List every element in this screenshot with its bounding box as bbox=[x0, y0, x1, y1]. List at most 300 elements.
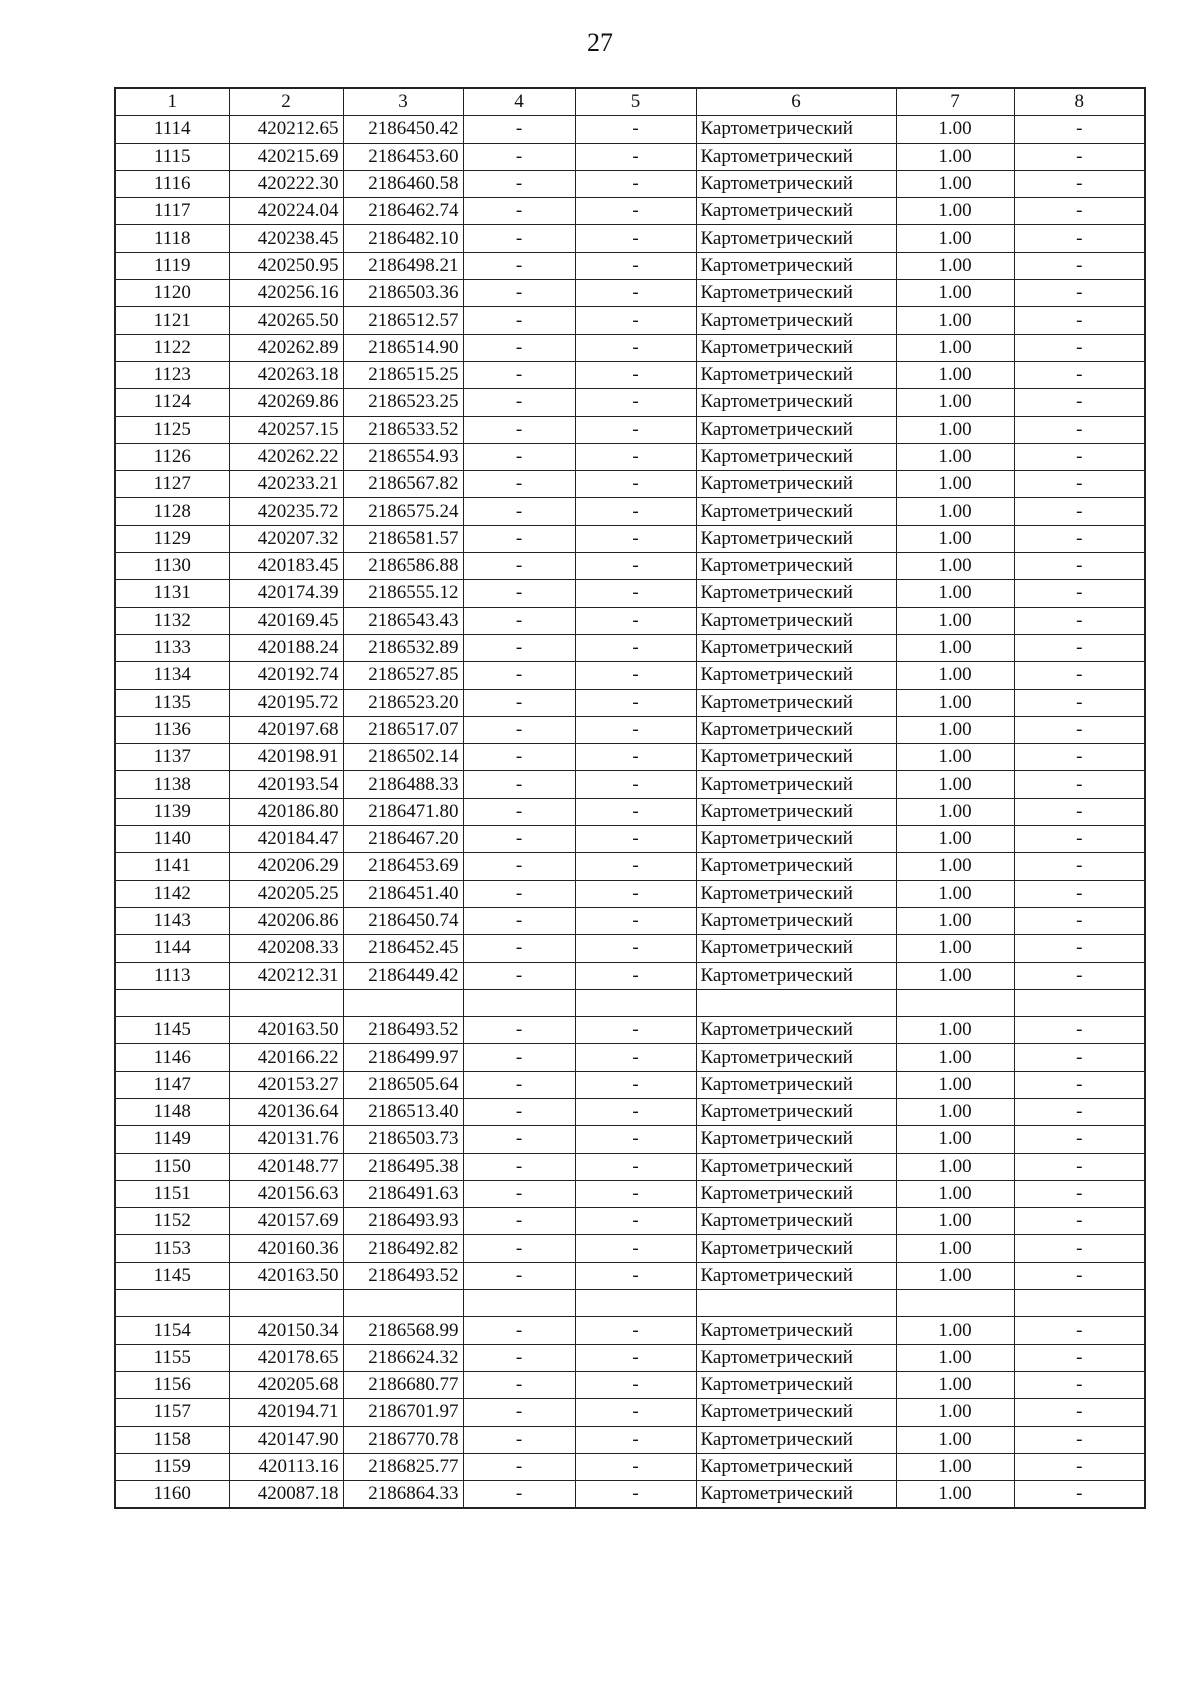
col5-cell: - bbox=[575, 1453, 696, 1480]
column-header: 1 bbox=[115, 88, 229, 116]
col4-cell: - bbox=[463, 1371, 575, 1398]
col8-cell: - bbox=[1014, 1371, 1145, 1398]
x-coordinate-cell: 420265.50 bbox=[229, 307, 343, 334]
table-row bbox=[115, 1180, 1145, 1207]
accuracy-cell: 1.00 bbox=[896, 143, 1014, 170]
point-number-cell: 1129 bbox=[115, 525, 229, 552]
point-number-cell: 1118 bbox=[115, 225, 229, 252]
col4-cell: - bbox=[463, 471, 575, 498]
col5-cell: - bbox=[575, 853, 696, 880]
table-row bbox=[115, 580, 1145, 607]
col5-cell: - bbox=[575, 389, 696, 416]
x-coordinate-cell: 420194.71 bbox=[229, 1399, 343, 1426]
accuracy-cell: 1.00 bbox=[896, 334, 1014, 361]
accuracy-cell: 1.00 bbox=[896, 662, 1014, 689]
point-number-cell bbox=[115, 989, 229, 1016]
col8-cell: - bbox=[1014, 907, 1145, 934]
col4-cell: - bbox=[463, 607, 575, 634]
table-row bbox=[115, 1044, 1145, 1071]
col8-cell: - bbox=[1014, 416, 1145, 443]
table-row bbox=[115, 1344, 1145, 1371]
table-row bbox=[115, 716, 1145, 743]
x-coordinate-cell: 420195.72 bbox=[229, 689, 343, 716]
method-cell: Картометрический bbox=[696, 1044, 896, 1071]
y-coordinate-cell: 2186680.77 bbox=[343, 1371, 463, 1398]
x-coordinate-cell: 420150.34 bbox=[229, 1317, 343, 1344]
point-number-cell: 1146 bbox=[115, 1044, 229, 1071]
accuracy-cell: 1.00 bbox=[896, 1481, 1014, 1509]
table-row bbox=[115, 389, 1145, 416]
point-number-cell: 1124 bbox=[115, 389, 229, 416]
method-cell: Картометрический bbox=[696, 1344, 896, 1371]
accuracy-cell: 1.00 bbox=[896, 1180, 1014, 1207]
x-coordinate-cell: 420163.50 bbox=[229, 1262, 343, 1289]
table-row bbox=[115, 907, 1145, 934]
point-number-cell: 1143 bbox=[115, 907, 229, 934]
col8-cell: - bbox=[1014, 1317, 1145, 1344]
col5-cell: - bbox=[575, 634, 696, 661]
col4-cell: - bbox=[463, 443, 575, 470]
col4-cell: - bbox=[463, 634, 575, 661]
method-cell: Картометрический bbox=[696, 907, 896, 934]
y-coordinate-cell: 2186451.40 bbox=[343, 880, 463, 907]
col5-cell bbox=[575, 989, 696, 1016]
point-number-cell: 1151 bbox=[115, 1180, 229, 1207]
col8-cell: - bbox=[1014, 1044, 1145, 1071]
col8-cell: - bbox=[1014, 553, 1145, 580]
method-cell: Картометрический bbox=[696, 416, 896, 443]
accuracy-cell: 1.00 bbox=[896, 689, 1014, 716]
col5-cell: - bbox=[575, 252, 696, 279]
col5-cell: - bbox=[575, 170, 696, 197]
col5-cell: - bbox=[575, 143, 696, 170]
col4-cell: - bbox=[463, 716, 575, 743]
table-row bbox=[115, 744, 1145, 771]
table-row bbox=[115, 116, 1145, 143]
col8-cell: - bbox=[1014, 307, 1145, 334]
method-cell: Картометрический bbox=[696, 525, 896, 552]
point-number-cell: 1136 bbox=[115, 716, 229, 743]
col4-cell: - bbox=[463, 1453, 575, 1480]
col5-cell: - bbox=[575, 962, 696, 989]
col8-cell bbox=[1014, 989, 1145, 1016]
y-coordinate-cell: 2186460.58 bbox=[343, 170, 463, 197]
y-coordinate-cell: 2186586.88 bbox=[343, 553, 463, 580]
accuracy-cell: 1.00 bbox=[896, 525, 1014, 552]
y-coordinate-cell: 2186517.07 bbox=[343, 716, 463, 743]
accuracy-cell: 1.00 bbox=[896, 280, 1014, 307]
col8-cell: - bbox=[1014, 143, 1145, 170]
col8-cell: - bbox=[1014, 1098, 1145, 1125]
page-number: 27 bbox=[587, 28, 613, 57]
accuracy-cell: 1.00 bbox=[896, 798, 1014, 825]
col4-cell: - bbox=[463, 1180, 575, 1207]
col5-cell: - bbox=[575, 443, 696, 470]
col4-cell: - bbox=[463, 907, 575, 934]
method-cell: Картометрический bbox=[696, 634, 896, 661]
col4-cell: - bbox=[463, 252, 575, 279]
method-cell: Картометрический bbox=[696, 580, 896, 607]
table-row bbox=[115, 1017, 1145, 1044]
y-coordinate-cell: 2186864.33 bbox=[343, 1481, 463, 1509]
accuracy-cell: 1.00 bbox=[896, 826, 1014, 853]
col4-cell: - bbox=[463, 416, 575, 443]
col4-cell: - bbox=[463, 198, 575, 225]
x-coordinate-cell: 420188.24 bbox=[229, 634, 343, 661]
accuracy-cell: 1.00 bbox=[896, 307, 1014, 334]
col8-cell: - bbox=[1014, 1017, 1145, 1044]
accuracy-cell: 1.00 bbox=[896, 880, 1014, 907]
method-cell: Картометрический bbox=[696, 443, 896, 470]
table-row bbox=[115, 416, 1145, 443]
x-coordinate-cell: 420263.18 bbox=[229, 361, 343, 388]
col4-cell: - bbox=[463, 771, 575, 798]
column-header: 6 bbox=[696, 88, 896, 116]
x-coordinate-cell: 420224.04 bbox=[229, 198, 343, 225]
y-coordinate-cell bbox=[343, 1290, 463, 1317]
table-row bbox=[115, 826, 1145, 853]
x-coordinate-cell: 420212.31 bbox=[229, 962, 343, 989]
col4-cell: - bbox=[463, 525, 575, 552]
col5-cell bbox=[575, 1290, 696, 1317]
col5-cell: - bbox=[575, 553, 696, 580]
y-coordinate-cell: 2186482.10 bbox=[343, 225, 463, 252]
col8-cell: - bbox=[1014, 1235, 1145, 1262]
accuracy-cell: 1.00 bbox=[896, 634, 1014, 661]
x-coordinate-cell: 420269.86 bbox=[229, 389, 343, 416]
col8-cell: - bbox=[1014, 716, 1145, 743]
col5-cell: - bbox=[575, 1071, 696, 1098]
x-coordinate-cell: 420186.80 bbox=[229, 798, 343, 825]
y-coordinate-cell: 2186567.82 bbox=[343, 471, 463, 498]
col8-cell: - bbox=[1014, 771, 1145, 798]
col4-cell: - bbox=[463, 1235, 575, 1262]
col5-cell: - bbox=[575, 1017, 696, 1044]
table-row bbox=[115, 334, 1145, 361]
table-row bbox=[115, 361, 1145, 388]
y-coordinate-cell: 2186462.74 bbox=[343, 198, 463, 225]
y-coordinate-cell: 2186491.63 bbox=[343, 1180, 463, 1207]
x-coordinate-cell: 420262.89 bbox=[229, 334, 343, 361]
point-number-cell: 1139 bbox=[115, 798, 229, 825]
y-coordinate-cell: 2186449.42 bbox=[343, 962, 463, 989]
x-coordinate-cell: 420238.45 bbox=[229, 225, 343, 252]
col4-cell: - bbox=[463, 1208, 575, 1235]
x-coordinate-cell: 420169.45 bbox=[229, 607, 343, 634]
col8-cell: - bbox=[1014, 498, 1145, 525]
column-header: 7 bbox=[896, 88, 1014, 116]
accuracy-cell: 1.00 bbox=[896, 443, 1014, 470]
x-coordinate-cell: 420131.76 bbox=[229, 1126, 343, 1153]
col8-cell: - bbox=[1014, 662, 1145, 689]
point-number-cell: 1148 bbox=[115, 1098, 229, 1125]
method-cell: Картометрический bbox=[696, 553, 896, 580]
x-coordinate-cell: 420184.47 bbox=[229, 826, 343, 853]
col8-cell: - bbox=[1014, 1071, 1145, 1098]
accuracy-cell: 1.00 bbox=[896, 1344, 1014, 1371]
col4-cell: - bbox=[463, 1098, 575, 1125]
accuracy-cell: 1.00 bbox=[896, 1071, 1014, 1098]
col5-cell: - bbox=[575, 1481, 696, 1509]
y-coordinate-cell: 2186499.97 bbox=[343, 1044, 463, 1071]
table-row bbox=[115, 1098, 1145, 1125]
col5-cell: - bbox=[575, 1317, 696, 1344]
col4-cell bbox=[463, 989, 575, 1016]
y-coordinate-cell: 2186505.64 bbox=[343, 1071, 463, 1098]
y-coordinate-cell: 2186527.85 bbox=[343, 662, 463, 689]
method-cell: Картометрический bbox=[696, 935, 896, 962]
y-coordinate-cell: 2186493.93 bbox=[343, 1208, 463, 1235]
table-row bbox=[115, 962, 1145, 989]
point-number-cell: 1125 bbox=[115, 416, 229, 443]
accuracy-cell: 1.00 bbox=[896, 1262, 1014, 1289]
point-number-cell: 1156 bbox=[115, 1371, 229, 1398]
x-coordinate-cell: 420233.21 bbox=[229, 471, 343, 498]
y-coordinate-cell: 2186770.78 bbox=[343, 1426, 463, 1453]
point-number-cell: 1145 bbox=[115, 1262, 229, 1289]
col5-cell: - bbox=[575, 1344, 696, 1371]
method-cell: Картометрический bbox=[696, 498, 896, 525]
y-coordinate-cell: 2186452.45 bbox=[343, 935, 463, 962]
col4-cell: - bbox=[463, 826, 575, 853]
x-coordinate-cell: 420205.68 bbox=[229, 1371, 343, 1398]
column-header: 5 bbox=[575, 88, 696, 116]
accuracy-cell: 1.00 bbox=[896, 1017, 1014, 1044]
y-coordinate-cell: 2186450.42 bbox=[343, 116, 463, 143]
table-row bbox=[115, 1071, 1145, 1098]
col8-cell: - bbox=[1014, 1180, 1145, 1207]
accuracy-cell: 1.00 bbox=[896, 580, 1014, 607]
x-coordinate-cell: 420160.36 bbox=[229, 1235, 343, 1262]
accuracy-cell: 1.00 bbox=[896, 935, 1014, 962]
col8-cell: - bbox=[1014, 1153, 1145, 1180]
method-cell: Картометрический bbox=[696, 361, 896, 388]
col5-cell: - bbox=[575, 689, 696, 716]
table-row bbox=[115, 1481, 1145, 1509]
table-row bbox=[115, 307, 1145, 334]
table-row bbox=[115, 771, 1145, 798]
col4-cell: - bbox=[463, 116, 575, 143]
y-coordinate-cell: 2186492.82 bbox=[343, 1235, 463, 1262]
table-row bbox=[115, 1262, 1145, 1289]
x-coordinate-cell: 420174.39 bbox=[229, 580, 343, 607]
col4-cell: - bbox=[463, 361, 575, 388]
accuracy-cell: 1.00 bbox=[896, 771, 1014, 798]
method-cell: Картометрический bbox=[696, 334, 896, 361]
col4-cell: - bbox=[463, 1426, 575, 1453]
y-coordinate-cell: 2186515.25 bbox=[343, 361, 463, 388]
accuracy-cell: 1.00 bbox=[896, 1371, 1014, 1398]
method-cell: Картометрический bbox=[696, 880, 896, 907]
method-cell: Картометрический bbox=[696, 307, 896, 334]
method-cell: Картометрический bbox=[696, 1071, 896, 1098]
y-coordinate-cell: 2186523.20 bbox=[343, 689, 463, 716]
col4-cell: - bbox=[463, 225, 575, 252]
col8-cell: - bbox=[1014, 1399, 1145, 1426]
method-cell: Картометрический bbox=[696, 962, 896, 989]
table-row bbox=[115, 225, 1145, 252]
x-coordinate-cell: 420178.65 bbox=[229, 1344, 343, 1371]
col4-cell: - bbox=[463, 1481, 575, 1509]
method-cell: Картометрический bbox=[696, 1126, 896, 1153]
accuracy-cell bbox=[896, 989, 1014, 1016]
col4-cell: - bbox=[463, 1344, 575, 1371]
y-coordinate-cell: 2186512.57 bbox=[343, 307, 463, 334]
accuracy-cell: 1.00 bbox=[896, 1426, 1014, 1453]
col8-cell: - bbox=[1014, 935, 1145, 962]
column-header: 2 bbox=[229, 88, 343, 116]
table-row bbox=[115, 880, 1145, 907]
accuracy-cell: 1.00 bbox=[896, 1208, 1014, 1235]
accuracy-cell: 1.00 bbox=[896, 1044, 1014, 1071]
y-coordinate-cell: 2186575.24 bbox=[343, 498, 463, 525]
col8-cell: - bbox=[1014, 389, 1145, 416]
method-cell: Картометрический bbox=[696, 1371, 896, 1398]
col8-cell: - bbox=[1014, 689, 1145, 716]
point-number-cell: 1123 bbox=[115, 361, 229, 388]
x-coordinate-cell: 420256.16 bbox=[229, 280, 343, 307]
method-cell: Картометрический bbox=[696, 252, 896, 279]
method-cell bbox=[696, 1290, 896, 1317]
x-coordinate-cell: 420192.74 bbox=[229, 662, 343, 689]
col4-cell bbox=[463, 1290, 575, 1317]
col5-cell: - bbox=[575, 880, 696, 907]
x-coordinate-cell: 420222.30 bbox=[229, 170, 343, 197]
point-number-cell: 1132 bbox=[115, 607, 229, 634]
point-number-cell: 1133 bbox=[115, 634, 229, 661]
col4-cell: - bbox=[463, 389, 575, 416]
x-coordinate-cell: 420205.25 bbox=[229, 880, 343, 907]
point-number-cell: 1149 bbox=[115, 1126, 229, 1153]
method-cell: Картометрический bbox=[696, 716, 896, 743]
col4-cell: - bbox=[463, 307, 575, 334]
method-cell: Картометрический bbox=[696, 1098, 896, 1125]
table-row bbox=[115, 853, 1145, 880]
col4-cell: - bbox=[463, 1317, 575, 1344]
x-coordinate-cell: 420215.69 bbox=[229, 143, 343, 170]
method-cell: Картометрический bbox=[696, 389, 896, 416]
y-coordinate-cell: 2186488.33 bbox=[343, 771, 463, 798]
col8-cell: - bbox=[1014, 744, 1145, 771]
y-coordinate-cell: 2186495.38 bbox=[343, 1153, 463, 1180]
x-coordinate-cell: 420136.64 bbox=[229, 1098, 343, 1125]
point-number-cell: 1128 bbox=[115, 498, 229, 525]
method-cell: Картометрический bbox=[696, 826, 896, 853]
col8-cell: - bbox=[1014, 1344, 1145, 1371]
table-row bbox=[115, 1426, 1145, 1453]
table-row bbox=[115, 553, 1145, 580]
col8-cell: - bbox=[1014, 1126, 1145, 1153]
col5-cell: - bbox=[575, 1044, 696, 1071]
method-cell: Картометрический bbox=[696, 116, 896, 143]
point-number-cell: 1119 bbox=[115, 252, 229, 279]
col8-cell: - bbox=[1014, 198, 1145, 225]
point-number-cell: 1114 bbox=[115, 116, 229, 143]
x-coordinate-cell: 420212.65 bbox=[229, 116, 343, 143]
accuracy-cell: 1.00 bbox=[896, 853, 1014, 880]
col4-cell: - bbox=[463, 744, 575, 771]
col8-cell: - bbox=[1014, 471, 1145, 498]
point-number-cell: 1142 bbox=[115, 880, 229, 907]
x-coordinate-cell: 420183.45 bbox=[229, 553, 343, 580]
y-coordinate-cell: 2186502.14 bbox=[343, 744, 463, 771]
accuracy-cell: 1.00 bbox=[896, 1453, 1014, 1480]
col5-cell: - bbox=[575, 744, 696, 771]
col5-cell: - bbox=[575, 907, 696, 934]
accuracy-cell: 1.00 bbox=[896, 962, 1014, 989]
accuracy-cell: 1.00 bbox=[896, 225, 1014, 252]
point-number-cell: 1135 bbox=[115, 689, 229, 716]
col5-cell: - bbox=[575, 771, 696, 798]
x-coordinate-cell: 420147.90 bbox=[229, 1426, 343, 1453]
col4-cell: - bbox=[463, 853, 575, 880]
col4-cell: - bbox=[463, 689, 575, 716]
table-row bbox=[115, 607, 1145, 634]
x-coordinate-cell: 420148.77 bbox=[229, 1153, 343, 1180]
col5-cell: - bbox=[575, 1426, 696, 1453]
col5-cell: - bbox=[575, 334, 696, 361]
col4-cell: - bbox=[463, 962, 575, 989]
method-cell: Картометрический bbox=[696, 1180, 896, 1207]
method-cell: Картометрический bbox=[696, 853, 896, 880]
col4-cell: - bbox=[463, 1126, 575, 1153]
col4-cell: - bbox=[463, 1071, 575, 1098]
method-cell: Картометрический bbox=[696, 662, 896, 689]
col8-cell bbox=[1014, 1290, 1145, 1317]
col8-cell: - bbox=[1014, 1262, 1145, 1289]
col4-cell: - bbox=[463, 1044, 575, 1071]
y-coordinate-cell: 2186825.77 bbox=[343, 1453, 463, 1480]
table-row bbox=[115, 498, 1145, 525]
col4-cell: - bbox=[463, 798, 575, 825]
x-coordinate-cell: 420198.91 bbox=[229, 744, 343, 771]
x-coordinate-cell: 420157.69 bbox=[229, 1208, 343, 1235]
point-number-cell: 1115 bbox=[115, 143, 229, 170]
accuracy-cell: 1.00 bbox=[896, 170, 1014, 197]
point-number-cell: 1121 bbox=[115, 307, 229, 334]
col5-cell: - bbox=[575, 416, 696, 443]
col4-cell: - bbox=[463, 880, 575, 907]
method-cell: Картометрический bbox=[696, 1317, 896, 1344]
accuracy-cell: 1.00 bbox=[896, 471, 1014, 498]
col5-cell: - bbox=[575, 1399, 696, 1426]
y-coordinate-cell: 2186450.74 bbox=[343, 907, 463, 934]
point-number-cell: 1120 bbox=[115, 280, 229, 307]
col5-cell: - bbox=[575, 116, 696, 143]
method-cell: Картометрический bbox=[696, 607, 896, 634]
point-number-cell: 1116 bbox=[115, 170, 229, 197]
col4-cell: - bbox=[463, 553, 575, 580]
column-header: 3 bbox=[343, 88, 463, 116]
col4-cell: - bbox=[463, 1399, 575, 1426]
point-number-cell: 1137 bbox=[115, 744, 229, 771]
accuracy-cell: 1.00 bbox=[896, 607, 1014, 634]
col4-cell: - bbox=[463, 935, 575, 962]
col8-cell: - bbox=[1014, 225, 1145, 252]
accuracy-cell: 1.00 bbox=[896, 1317, 1014, 1344]
col8-cell: - bbox=[1014, 525, 1145, 552]
method-cell: Картометрический bbox=[696, 225, 896, 252]
x-coordinate-cell: 420087.18 bbox=[229, 1481, 343, 1509]
col5-cell: - bbox=[575, 935, 696, 962]
col8-cell: - bbox=[1014, 116, 1145, 143]
col5-cell: - bbox=[575, 1262, 696, 1289]
method-cell: Картометрический bbox=[696, 798, 896, 825]
table-row bbox=[115, 1208, 1145, 1235]
point-number-cell: 1122 bbox=[115, 334, 229, 361]
table-row bbox=[115, 1126, 1145, 1153]
y-coordinate-cell: 2186503.73 bbox=[343, 1126, 463, 1153]
